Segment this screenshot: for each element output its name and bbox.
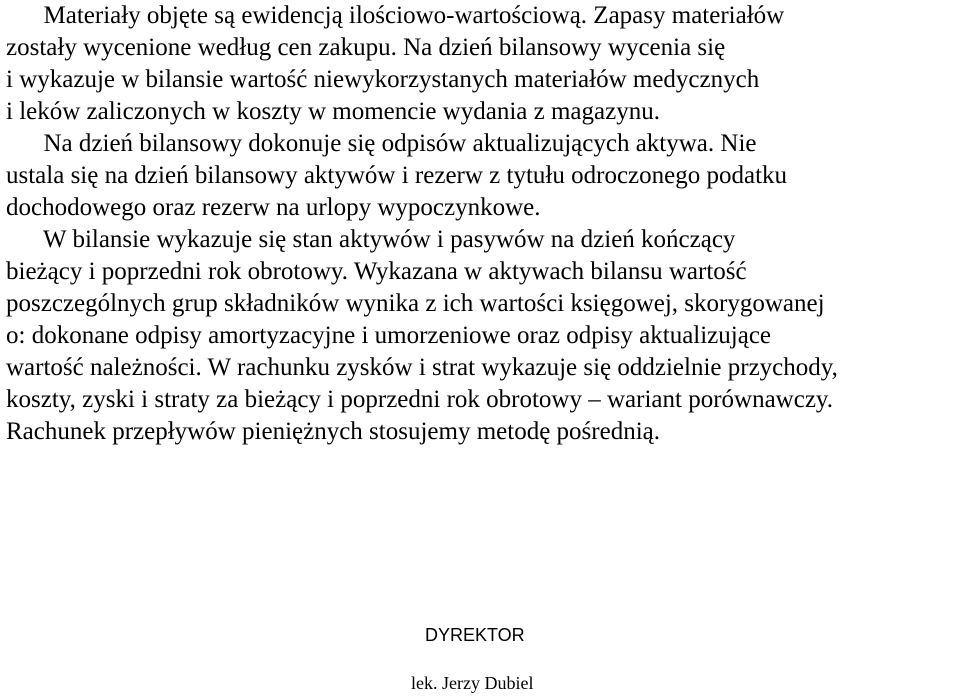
text-line: dochodowego oraz rezerw na urlopy wypoczynkowe. (6, 194, 541, 221)
text-line: W bilansie wykazuje się stan aktywów i pasywów na dzień kończący (6, 226, 736, 253)
text-line: Na dzień bilansowy dokonuje się odpisów aktualizujących aktywa. Nie (6, 130, 757, 157)
signature-title: DYREKTOR (425, 625, 525, 645)
text-line: i wykazuje w bilansie wartość niewykorzystanych materiałów medycznych (6, 66, 760, 93)
text-line: poszczególnych grup składników wynika z ich wartości księgowej, skorygowanej (6, 290, 825, 317)
text-line: Rachunek przepływów pieniężnych stosujemy metodę pośrednią. (6, 418, 660, 445)
signature-name: lek. Jerzy Dubiel (411, 673, 534, 693)
text-line: wartość należności. W rachunku zysków i strat wykazuje się oddzielnie przychody, (6, 354, 838, 381)
text-line: Materiały objęte są ewidencją ilościowo-wartościową. Zapasy materiałów (6, 2, 785, 29)
text-line: i leków zaliczonych w koszty w momencie wydania z magazynu. (6, 98, 660, 125)
text-line: ustala się na dzień bilansowy aktywów i rezerw z tytułu odroczonego podatku (6, 162, 788, 189)
text-line: bieżący i poprzedni rok obrotowy. Wykazana w aktywach bilansu wartość (6, 258, 747, 285)
text-line: zostały wycenione według cen zakupu. Na dzień bilansowy wycenia się (6, 34, 726, 61)
text-line: koszty, zyski i straty za bieżący i poprzedni rok obrotowy – wariant porównawczy. (6, 386, 834, 413)
text-line: o: dokonane odpisy amortyzacyjne i umorzeniowe oraz odpisy aktualizujące (6, 322, 772, 349)
